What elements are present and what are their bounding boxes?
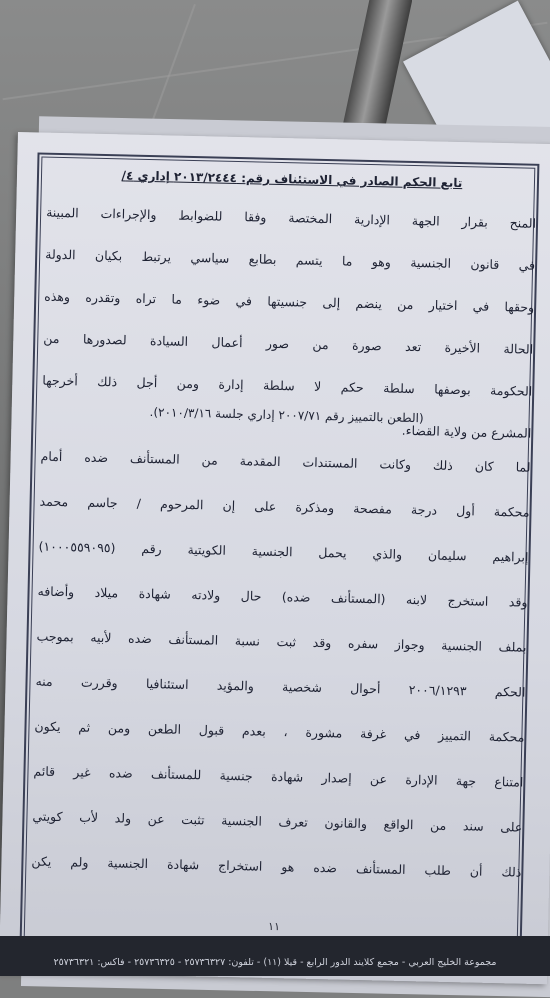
text-line: الحكم ٢٠٠٦/١٢٩٣ أحوال شخصية والمؤيد استئنافيا وقررت منه — [35, 673, 526, 700]
footer-strip — [0, 936, 550, 976]
text-line: وحقها في اختيار من ينضم إلى جنسيتها في ضوء ما تراه وتقدره وهذه — [44, 288, 535, 315]
text-line: ذلك أن طلب المستأنف ضده هو استخراج شهادة الجنسية ولم يكن — [31, 853, 522, 880]
text-line: لما كان ذلك وكانت المستندات المقدمة من المستأنف ضده أمام — [40, 448, 531, 475]
text-line: بملف الجنسية وجواز سفره وقد ثبت نسبة المستأنف ضده لأبيه بموجب — [36, 628, 527, 655]
text-line: وقد استخرج لابنه (المستأنف ضده) حال ولادته شهادة ميلاد وأضافه — [37, 583, 528, 610]
document-page — [0, 132, 550, 984]
text-line: الحالة الأخيرة تعد صورة من صور أعمال السيادة لصدورها من — [43, 330, 534, 357]
text-line: إبراهيم سليمان والذي يحمل الجنسية الكويتية رقم (١٠٠٠٥٥٩٠٩٥) — [38, 538, 529, 565]
text-line: امتناع جهة الإدارة عن إصدار شهادة جنسية للمستأنف ضده غير قائم — [33, 763, 524, 790]
case-citation: (الطعن بالتمييز رقم ٢٠٠٧/٧١ إداري جلسة ٢٠١٠/٣/١٦). — [149, 405, 424, 426]
page-heading: تابع الحكم الصادر في الاستئناف رقم: ٢٠١٣/٢٤٤٤ إداري ٤/ — [121, 168, 463, 191]
text-line: في قانون الجنسية وهو ما يتسم بطابع سياسي يرتبط بكيان الدولة — [45, 246, 536, 273]
text-line: المشرع من ولاية القضاء. — [401, 422, 532, 441]
text-line: الحكومة بوصفها سلطة حكم لا سلطة إدارة ومن أجل ذلك أخرجها — [42, 372, 533, 399]
text-line: محكمة التمييز في غرفة مشورة ، بعدم قبول الطعن ومن ثم يكون — [34, 718, 525, 745]
footer-address: مجموعة الخليج العربي - مجمع كلايند الدور الرابع - قيلا (١١) - تلفون: ٢٥٧٣٦٣٢٧ - ٢٥٧٣٦٣٢٥ - فاكس: ٢٥٧٣٦٣٢١ — [53, 957, 497, 968]
paragraph-1 — [41, 203, 537, 466]
text-line: على سند من الواقع والقانون تعرف الجنسية تثبت عن ولد لأب كويتي — [32, 808, 523, 835]
page-number: ١١ — [267, 919, 281, 934]
paragraph-2 — [31, 447, 531, 908]
text-line: محكمة أول درجة مفصحة ومذكرة على إن المرحوم / جاسم محمد — [39, 493, 530, 520]
text-line: المنح بقرار الجهة الإدارية المختصة وفقا للضوابط والإجراءات المبينة — [46, 204, 537, 231]
